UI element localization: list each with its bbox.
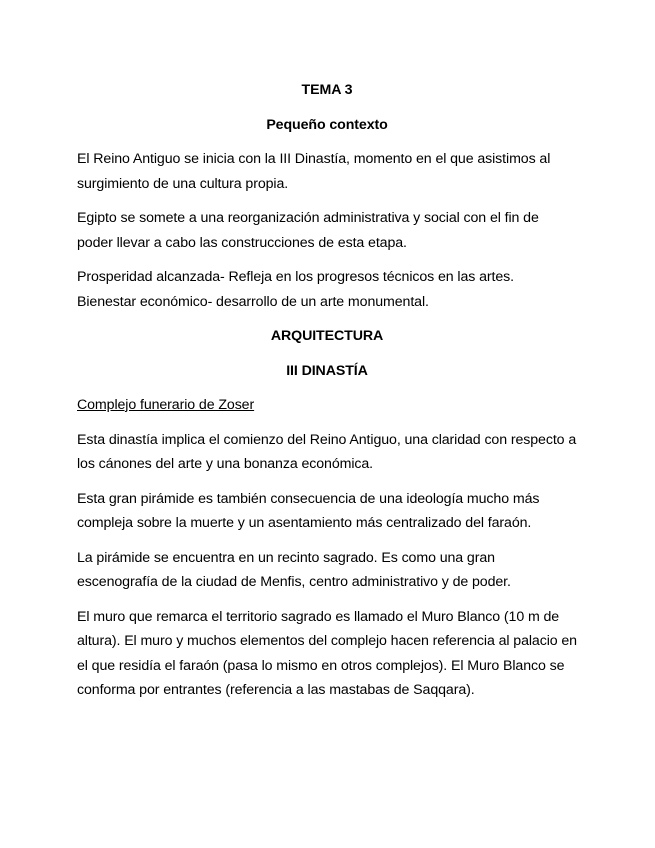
section-title: ARQUITECTURA (270, 328, 384, 344)
body-paragraph: La pirámide se encuentra en un recinto sagrado. Es como una gran escenografía de la ciudad de Menfis, centro administrativo y de poder. (77, 549, 511, 590)
body-paragraph: El muro que remarca el territorio sagrado es llamado el Muro Blanco (10 m de altura). El muro y muchos elementos del complejo hacen referencia al palacio en el que residía el faraón (pasa lo mismo en otros complejos). El Muro Blanco se conforma por entrantes (referencia a las mastabas de Saqqara). (77, 608, 577, 698)
document-content (77, 78, 577, 713)
document-title: TEMA 3 (301, 82, 353, 98)
dynasty-title: III DINASTÍA (286, 362, 368, 379)
document-subtitle: Pequeño contexto (266, 116, 388, 133)
prosperity-line: Bienestar económico- desarrollo de un arte monumental. (77, 293, 429, 310)
prosperity-line: Prosperidad alcanzada- Refleja en los progresos técnicos en las artes. (77, 269, 514, 285)
body-paragraph: Esta gran pirámide es también consecuencia de una ideología mucho más compleja sobre la muerte y un asentamiento más centralizado del faraón. (77, 490, 540, 531)
intro-paragraph: El Reino Antiguo se inicia con la III Dinastía, momento en el que asistimos al surgimiento de una cultura propia. (77, 151, 551, 192)
topic-title: Complejo funerario de Zoser (77, 397, 255, 413)
body-paragraph: Esta dinastía implica el comienzo del Reino Antiguo, una claridad con respecto a los cánones del arte y una bonanza económica. (77, 431, 577, 472)
intro-paragraph: Egipto se somete a una reorganización administrativa y social con el fin de poder llevar a cabo las construcciones de esta etapa. (77, 210, 539, 251)
